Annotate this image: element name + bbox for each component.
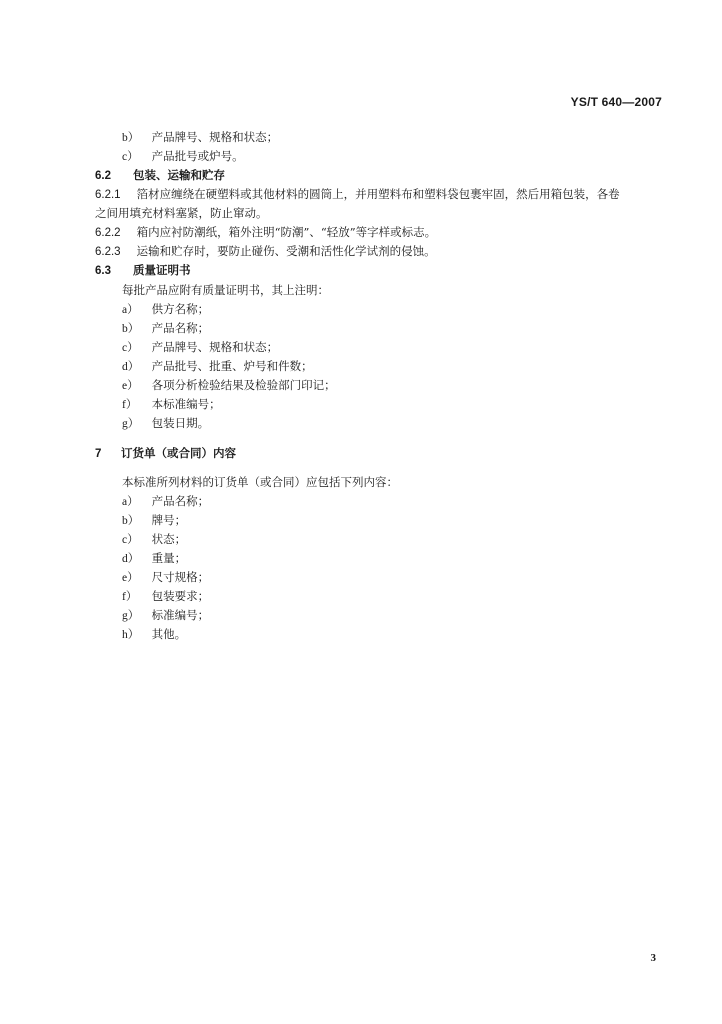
list-marker: d） xyxy=(122,553,140,565)
list-item xyxy=(122,359,313,374)
clause-number: 6.2.3 xyxy=(95,246,121,258)
list-text: 产品牌号、规格和状态； xyxy=(151,340,279,354)
clause-number: 6.2.2 xyxy=(95,227,121,239)
list-marker: a） xyxy=(122,304,139,316)
section-title: 包装、运输和贮存 xyxy=(133,168,226,182)
list-text: 标准编号； xyxy=(151,608,210,622)
list-marker: g） xyxy=(122,610,140,622)
section-heading-7 xyxy=(95,446,236,461)
clause-6-2-1-line-2: 之间用填充材料塞紧，防止窜动。 xyxy=(95,206,268,220)
list-text: 状态； xyxy=(151,532,187,546)
list-text: 牌号； xyxy=(151,513,187,527)
list-text: 各项分析检验结果及检验部门印记； xyxy=(151,378,336,392)
section-number: 6.3 xyxy=(95,265,111,277)
section-title: 订货单（或合同）内容 xyxy=(121,446,237,460)
clause-6-2-1-line-1 xyxy=(95,187,620,202)
list-text: 本标准编号； xyxy=(151,397,221,411)
list-item xyxy=(122,532,186,547)
clause-number: 6.2.1 xyxy=(95,189,121,201)
list-item xyxy=(122,321,209,336)
list-item xyxy=(122,130,278,145)
list-marker: e） xyxy=(122,380,139,392)
list-text: 包装要求； xyxy=(151,589,210,603)
order-intro: 本标准所列材料的订货单（或合同）应包括下列内容： xyxy=(122,475,398,489)
list-item xyxy=(122,416,209,431)
list-text: 产品名称； xyxy=(151,494,210,508)
section-heading-6-3 xyxy=(95,263,191,278)
clause-text: 箔材应缠绕在硬塑料或其他材料的圆筒上，并用塑料布和塑料袋包裹牢固，然后用箱包装，各卷 xyxy=(136,187,620,201)
list-text: 产品批号、批重、炉号和件数； xyxy=(151,359,313,373)
list-item xyxy=(122,589,209,604)
list-marker: e） xyxy=(122,572,139,584)
list-item xyxy=(122,551,186,566)
page-number: 3 xyxy=(650,952,656,964)
clause-6-2-2 xyxy=(95,225,436,240)
list-item xyxy=(122,149,244,164)
list-marker: f） xyxy=(122,399,138,411)
list-text: 产品批号或炉号。 xyxy=(151,149,244,163)
section-number: 7 xyxy=(95,448,102,460)
list-item xyxy=(122,570,209,585)
section-title: 质量证明书 xyxy=(133,263,191,277)
list-item xyxy=(122,302,209,317)
list-marker: c） xyxy=(122,151,139,163)
list-item xyxy=(122,494,209,509)
list-marker: c） xyxy=(122,342,139,354)
list-marker: b） xyxy=(122,132,140,144)
section-number: 6.2 xyxy=(95,170,111,182)
clause-text: 箱内应衬防潮纸，箱外注明“防潮”、“轻放”等字样或标志。 xyxy=(136,225,437,239)
list-marker: f） xyxy=(122,591,138,603)
list-text: 包装日期。 xyxy=(151,416,210,430)
standard-code: YS/T 640—2007 xyxy=(570,95,662,109)
list-item xyxy=(122,627,186,642)
list-marker: b） xyxy=(122,323,140,335)
list-marker: a） xyxy=(122,496,139,508)
list-item xyxy=(122,513,186,528)
list-marker: g） xyxy=(122,418,140,430)
list-text: 重量； xyxy=(151,551,187,565)
list-marker: c） xyxy=(122,534,139,546)
section-heading-6-2 xyxy=(95,168,225,183)
clause-text: 运输和贮存时，要防止碰伤、受潮和活性化学试剂的侵蚀。 xyxy=(136,244,436,258)
quality-cert-intro: 每批产品应附有质量证明书，其上注明： xyxy=(122,283,329,297)
list-marker: d） xyxy=(122,361,140,373)
list-item xyxy=(122,397,221,412)
list-item xyxy=(122,378,336,393)
list-marker: h） xyxy=(122,629,140,641)
list-item xyxy=(122,340,278,355)
list-text: 产品牌号、规格和状态； xyxy=(151,130,279,144)
clause-6-2-3 xyxy=(95,244,436,259)
list-marker: b） xyxy=(122,515,140,527)
list-text: 尺寸规格； xyxy=(151,570,210,584)
list-text: 其他。 xyxy=(151,627,187,641)
list-item xyxy=(122,608,209,623)
list-text: 供方名称； xyxy=(151,302,210,316)
list-text: 产品名称； xyxy=(151,321,210,335)
